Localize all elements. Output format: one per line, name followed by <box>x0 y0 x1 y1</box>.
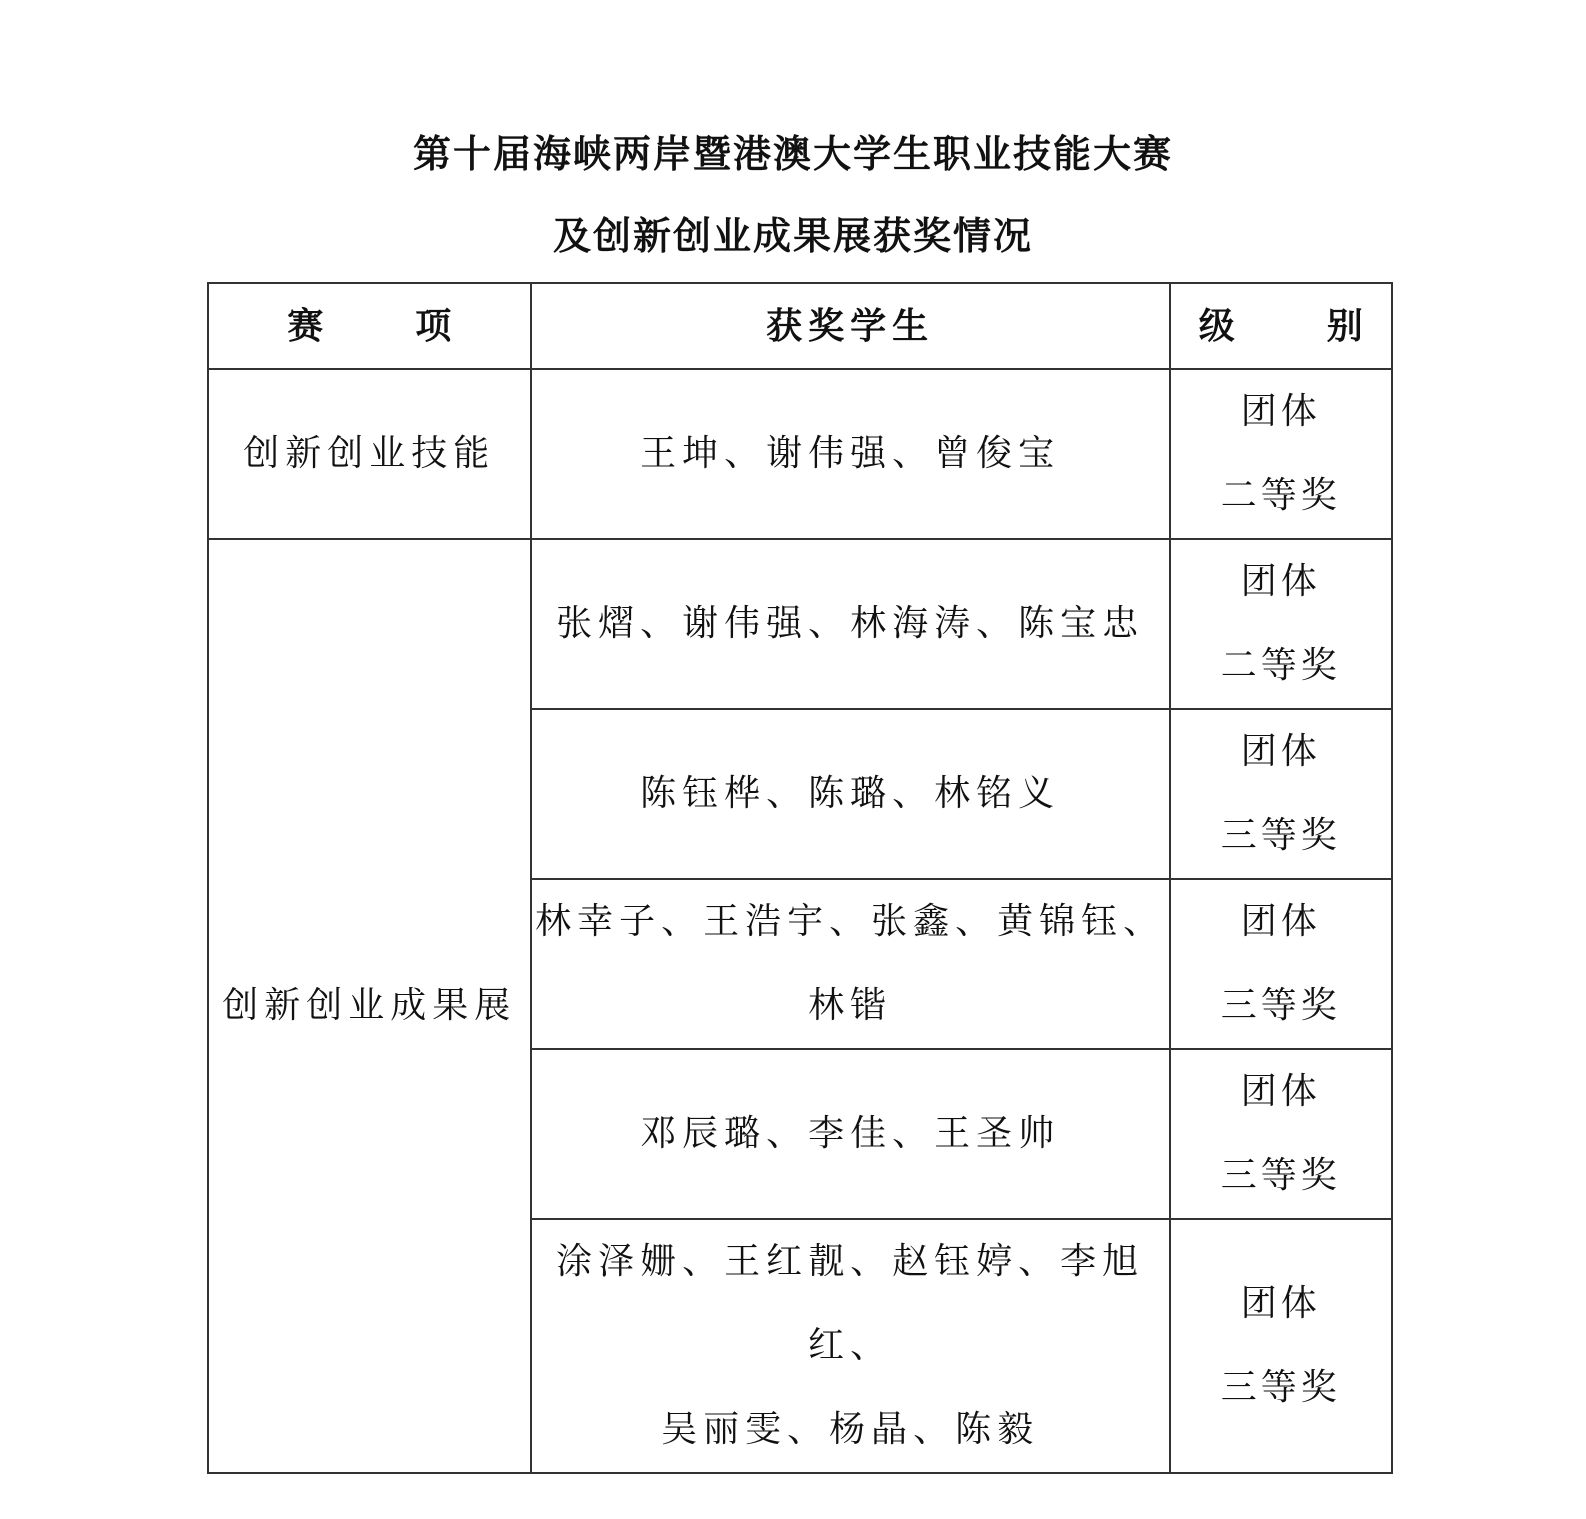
header-item: 赛 项 <box>208 283 531 369</box>
document-title-line-1: 第十届海峡两岸暨港澳大学生职业技能大赛 <box>412 131 1173 176</box>
cell-item: 创新创业成果展 <box>208 539 531 1473</box>
document-title-line-2: 及创新创业成果展获奖情况 <box>552 213 1033 258</box>
awards-table <box>207 282 1393 1474</box>
table-row <box>208 369 1392 539</box>
cell-level: 团体 二等奖 <box>1170 369 1392 539</box>
table-header-row <box>208 283 1392 369</box>
header-students: 获奖学生 <box>531 283 1170 369</box>
cell-students: 涂泽姗、王红靓、赵钰婷、李旭红、 吴丽雯、杨晶、陈毅 <box>531 1219 1170 1473</box>
cell-level: 团体 三等奖 <box>1170 1219 1392 1473</box>
cell-students: 林幸子、王浩宇、张鑫、黄锦钰、 林锴 <box>531 879 1170 1049</box>
cell-level: 团体 二等奖 <box>1170 539 1392 709</box>
cell-students: 王坤、谢伟强、曾俊宝 <box>531 369 1170 539</box>
table-row <box>208 539 1392 709</box>
header-level: 级 别 <box>1170 283 1392 369</box>
cell-level: 团体 三等奖 <box>1170 709 1392 879</box>
cell-level: 团体 三等奖 <box>1170 1049 1392 1219</box>
cell-item: 创新创业技能 <box>208 369 531 539</box>
cell-students: 邓辰璐、李佳、王圣帅 <box>531 1049 1170 1219</box>
cell-students: 张熠、谢伟强、林海涛、陈宝忠 <box>531 539 1170 709</box>
cell-students: 陈钰桦、陈璐、林铭义 <box>531 709 1170 879</box>
cell-level: 团体 三等奖 <box>1170 879 1392 1049</box>
